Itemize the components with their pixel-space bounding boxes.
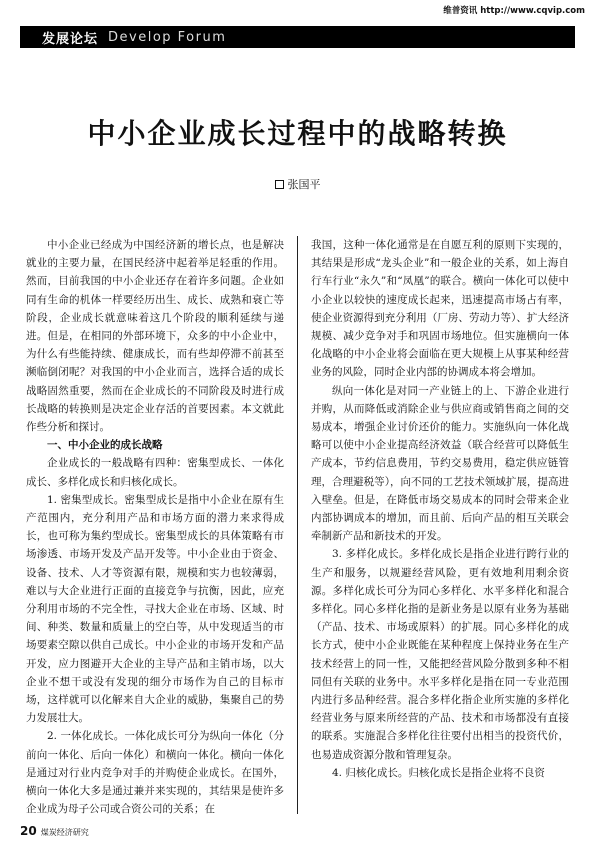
body-paragraph: 我国，这种一体化通常是在自愿互利的原则下实现的，其结果是形成“龙头企业”和一般企业的关系，如上海自行车行业“永久”和“凤凰”的联合。横向一体化可以使中小企业以较快的速度成长起来，迅速提高市场占有率，使企业资源得到充分利用（厂房、劳动力等）、扩大经济规模、减少竞争对手和巩固市场地位。但实施横向一体化战略的中小企业将会面临在更大规模上从事某种经营业务的风险，同时企业内部的协调成本将会增加。	[311, 239, 569, 379]
author-line	[0, 176, 595, 192]
source-watermark: 维普资讯 http://www.cqvip.com	[443, 6, 585, 16]
section-banner	[20, 26, 575, 48]
column-divider	[297, 236, 298, 814]
left-column	[26, 236, 284, 819]
page-footer	[20, 820, 89, 839]
body-paragraph: 企业成长的一般战略有四种：密集型成长、一体化成长、多样化成长和归核化成长。	[26, 457, 284, 488]
body-paragraph: 3. 多样化成长。多样化成长是指企业进行跨行业的生产和服务，以规避经营风险，更有效地利用剩余资源。多样化成长可分为同心多样化、水平多样化和混合多样化。同心多样化指的是新业务是以原有业务为基础（产品、技术、市场或原料）的扩展。同心多样化的成长方式，使中小企业既能在某种程度上保持业务在生产技术经营上的同一性，又能把经营风险分散到多种不相同但有关联的业务中。水平多样化是指在同一专业范围内进行多品种经营。混合多样化指企业所实施的多样化经营业务与原来所经营的产品、技术和市场都没有直接的联系。实施混合多样化往往要付出相当的投资代价，也易造成资源分散和管理复杂。	[311, 548, 569, 761]
body-paragraph: 4. 归核化成长。归核化成长是指企业将不良资	[332, 766, 545, 779]
body-paragraph: 2. 一体化成长。一体化成长可分为纵向一体化（分前向一体化、后向一体化）和横向一体化。横向一体化是通过对行业内竞争对手的并购使企业成长。在国外，横向一体化大多是通过兼并来实现的，其结果是使许多企业成为母子公司或合资公司的关系；在	[26, 730, 284, 816]
body-paragraph: 中小企业已经成为中国经济新的增长点，也是解决就业的主要力量，在国民经济中起着举足轻重的作用。然而，目前我国的中小企业还存在着许多问题。企业如同有生命的机体一样要经历出生、成长、成熟和衰亡等阶段，企业成长就意味着这几个阶段的顺利延续与递进。但是，在相同的外部环境下，众多的中小企业中，为什么有些能持续、健康成长，而有些却停滞不前甚至濒临倒闭呢？对我国的中小企业而言，选择合适的成长战略固然重要，然而在企业成长的不同阶段及时进行成长战略的转换则是决定企业存活的首要因素。本文就此作些分析和探讨。	[26, 239, 284, 434]
section-title-cn: 发展论坛	[42, 31, 99, 47]
body-paragraph: 纵向一体化是对同一产业链上的上、下游企业进行并购，从而降低或消除企业与供应商或销售商之间的交易成本，增强企业讨价还价的能力。实施纵向一体化战略可以使中小企业提高经济效益（联合经营可以降低生产成本，节约信息费用，节约交易费用，稳定供应链管理，合理避税等），向不同的工艺技术领域扩展，提高进入壁垒。但是，在降低市场交易成本的同时会带来企业内部协调成本的增加，而且前、后向产品的相互关联会牵制新产品和新技术的开发。	[311, 384, 569, 543]
right-column	[311, 236, 569, 782]
journal-name: 煤炭经济研究	[40, 828, 89, 837]
section-title-en: Develop Forum	[108, 29, 227, 45]
square-bullet-icon	[275, 180, 284, 189]
section-heading: 一、中小企业的成长战略	[47, 439, 163, 452]
author-name: 张国平	[287, 178, 321, 191]
body-paragraph: 1. 密集型成长。密集型成长是指中小企业在原有生产范围内，充分利用产品和市场方面的潜力来求得成长，也可称为集约型成长。密集型成长的具体策略有市场渗透、市场开发及产品开发等。中小企业由于资金、设备、技术、人才等资源有限，规模和实力也较薄弱，难以与大企业进行正面的直接竞争与抗衡，因此，应充分利用市场的不完全性，寻找大企业在市场、区域、时间、种类、数量和质量上的空白等，从中发现适当的市场要素空隙以供自己成长。中小企业的市场开发和产品开发，应力图避开大企业的主导产品和主销市场，以大企业不想干或没有发现的细分市场作为自己的目标市场，这样就可以化解来自大企业的威胁，集聚自己的势力发展壮大。	[26, 493, 284, 725]
article-title: 中小企业成长过程中的战略转换	[87, 117, 508, 150]
page-number: 20	[20, 824, 37, 838]
